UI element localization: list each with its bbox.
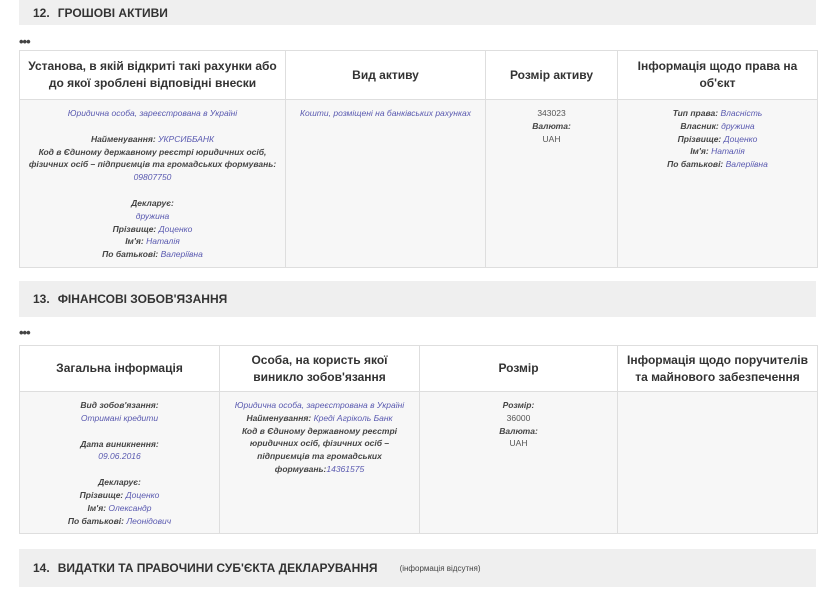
patronymic-label: По батькові: bbox=[102, 249, 159, 260]
section-12-title: ГРОШОВІ АКТИВИ bbox=[57, 5, 168, 20]
code-label: Код в Єдиному державному реєстрі юридичних осіб, фізичних осіб – підприємців та громадських формувань: bbox=[28, 146, 277, 170]
date-label: Дата виникнення: bbox=[80, 438, 159, 449]
more-dots-icon[interactable]: ••• bbox=[19, 34, 30, 49]
currency-label: Валюта: bbox=[532, 120, 571, 131]
header-general-info: Загальна інформація bbox=[20, 346, 220, 392]
name-value: УКРСИББАНК bbox=[158, 133, 215, 144]
section-12-header bbox=[19, 0, 816, 25]
firstname-value: Наталія bbox=[146, 236, 180, 247]
institution-cell bbox=[20, 100, 286, 268]
owner-surname-value: Доценко bbox=[723, 133, 758, 144]
creditor-cell bbox=[220, 392, 420, 534]
patronymic-value: Валеріївна bbox=[160, 249, 203, 260]
code-value: 09807750 bbox=[133, 172, 172, 183]
cash-assets-table bbox=[19, 50, 818, 268]
ownership-cell bbox=[618, 100, 818, 268]
surname-value: Доценко bbox=[158, 223, 193, 234]
obligation-type-value: Отримані кредити bbox=[80, 412, 159, 423]
date-value: 09.06.2016 bbox=[98, 451, 141, 462]
section-13-title: ФІНАНСОВІ ЗОБОВ'ЯЗАННЯ bbox=[57, 292, 228, 306]
financial-obligations-table bbox=[19, 345, 818, 534]
currency-label: Валюта: bbox=[499, 425, 538, 436]
creditor-code-value: 14361575 bbox=[326, 463, 365, 474]
institution-type: Юридична особа, зареєстрована в Україні bbox=[67, 108, 238, 118]
creditor-name-label: Найменування: bbox=[246, 412, 312, 423]
surname-value: Доценко bbox=[125, 489, 160, 500]
right-type-value: Власність bbox=[720, 108, 763, 118]
firstname-value: Олександр bbox=[108, 502, 152, 513]
owner-label: Власник: bbox=[680, 120, 719, 131]
header-asset-size: Розмір активу bbox=[486, 51, 618, 100]
creditor-type: Юридична особа, зареєстрована в Україні bbox=[234, 400, 405, 410]
declarant-label: Декларує: bbox=[98, 477, 141, 488]
header-institution: Установа, в якій відкриті такі рахунки або до якої зроблені відповідні внески bbox=[20, 51, 286, 100]
no-info-note: (інформація відсутня) bbox=[399, 563, 481, 573]
owner-value: дружина bbox=[721, 120, 755, 131]
creditor-name-value: Креді Агріколь Банк bbox=[313, 412, 393, 423]
asset-type-cell bbox=[286, 100, 486, 268]
header-guarantors: Інформація щодо поручителів та майнового забезпечення bbox=[618, 346, 818, 392]
declarant-value: дружина bbox=[135, 210, 170, 221]
general-info-cell bbox=[20, 392, 220, 534]
asset-type-value: Кошти, розміщені на банківських рахунках bbox=[300, 108, 471, 118]
surname-label: Прізвище: bbox=[112, 223, 157, 234]
amount-value: 343023 bbox=[537, 108, 566, 118]
creditor-code-label: Код в Єдиному державному реєстрі юридичних осіб, фізичних осіб – підприємців та громадських формувань: bbox=[242, 425, 397, 474]
name-label: Найменування: bbox=[90, 133, 156, 144]
section-14-title: ВИДАТКИ ТА ПРАВОЧИНИ СУБ'ЄКТА ДЕКЛАРУВАННЯ bbox=[57, 561, 378, 575]
firstname-label: Ім'я: bbox=[87, 502, 107, 513]
header-ownership-info: Інформація щодо права на об'єкт bbox=[618, 51, 818, 100]
firstname-label: Ім'я: bbox=[125, 236, 144, 247]
patronymic-value: Леонідович bbox=[126, 515, 172, 526]
section-13-header bbox=[19, 281, 816, 317]
owner-patronymic-value: Валеріївна bbox=[725, 159, 768, 170]
right-type-label: Тип права: bbox=[672, 108, 719, 118]
currency-value: UAH bbox=[542, 133, 561, 144]
section-13-number: 13. bbox=[33, 292, 50, 306]
table-header-row bbox=[20, 51, 818, 100]
section-14-header bbox=[19, 549, 816, 587]
header-size: Розмір bbox=[420, 346, 618, 392]
guarantors-cell bbox=[618, 392, 818, 534]
declarant-label: Декларує: bbox=[131, 197, 174, 208]
owner-surname-label: Прізвище: bbox=[677, 133, 722, 144]
owner-patronymic-label: По батькові: bbox=[667, 159, 724, 170]
more-dots-icon[interactable]: ••• bbox=[19, 325, 30, 340]
table-header-row bbox=[20, 346, 818, 392]
size-value: 36000 bbox=[506, 412, 531, 423]
owner-firstname-label: Ім'я: bbox=[690, 146, 709, 157]
section-12-number: 12. bbox=[33, 5, 50, 20]
obligation-type-label: Вид зобов'язання: bbox=[80, 400, 159, 410]
size-cell bbox=[420, 392, 618, 534]
surname-label: Прізвище: bbox=[79, 489, 124, 500]
section-14-number: 14. bbox=[33, 561, 50, 575]
patronymic-label: По батькові: bbox=[67, 515, 124, 526]
table-row bbox=[20, 392, 818, 534]
table-row bbox=[20, 100, 818, 268]
size-label: Розмір: bbox=[502, 400, 535, 410]
asset-size-cell bbox=[486, 100, 618, 268]
header-creditor: Особа, на користь якої виникло зобов'язання bbox=[220, 346, 420, 392]
currency-value: UAH bbox=[509, 438, 528, 449]
header-asset-type: Вид активу bbox=[286, 51, 486, 100]
owner-firstname-value: Наталія bbox=[711, 146, 745, 157]
